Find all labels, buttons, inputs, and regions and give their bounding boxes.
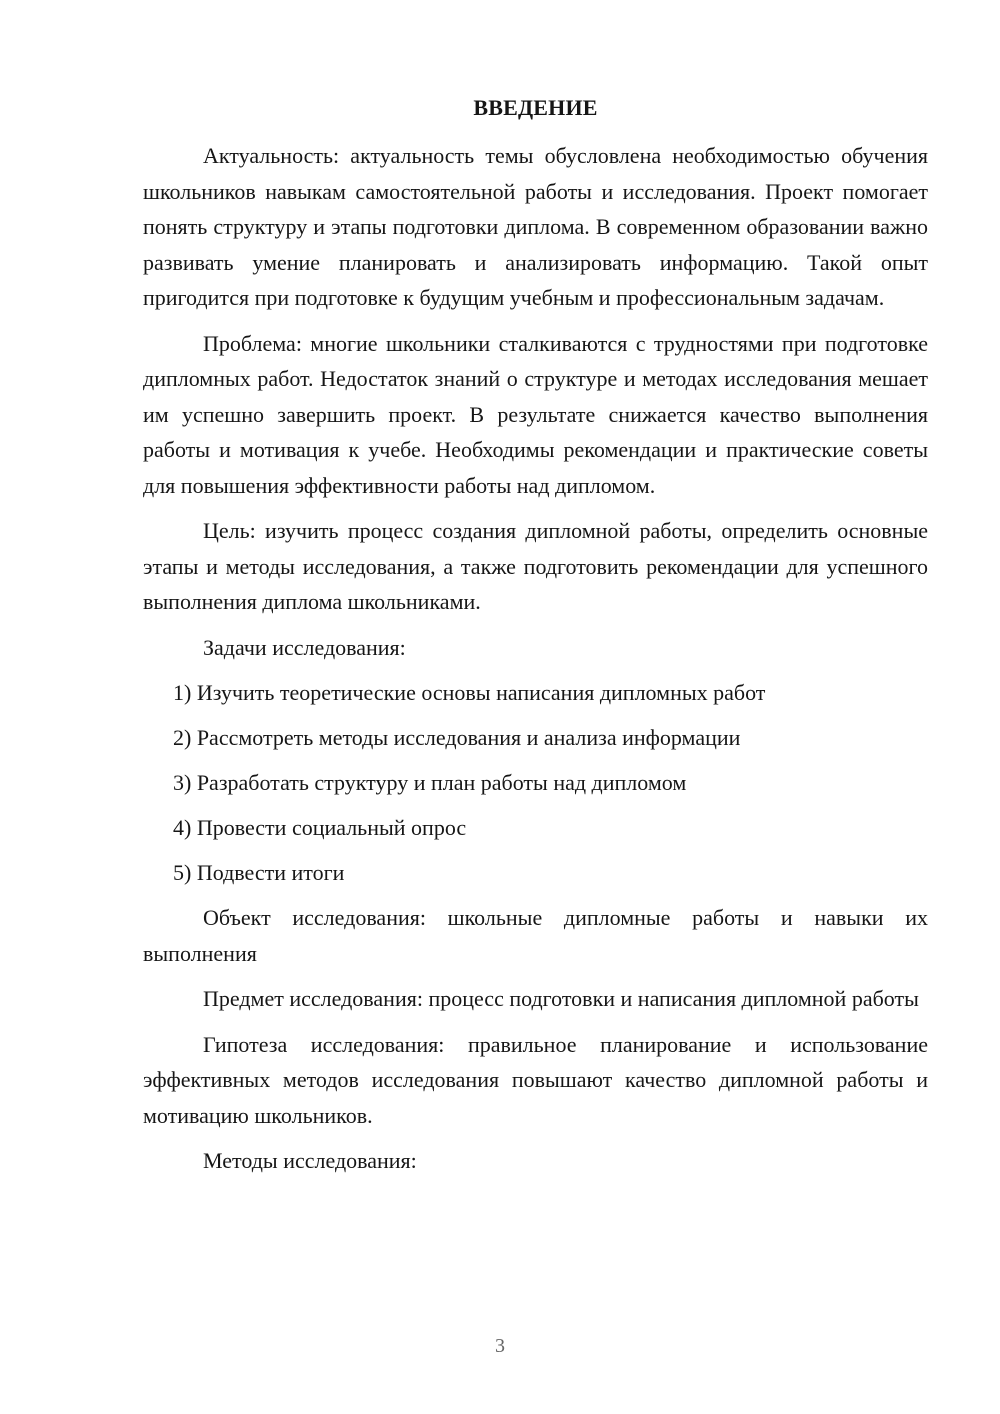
object-paragraph: Объект исследования: школьные дипломные работы и навыки их выполнения [143, 905, 928, 966]
relevance-paragraph: Актуальность: актуальность темы обусловлена необходимостью обучения школьников навыкам самостоятельной работы и исследования. Проект помогает понять структуру и этапы подготовки диплома. В современном образовании важно развивать умение планировать и анализировать информацию. Такой опыт пригодится при подготовке к будущим учебным и профессиональным задачам. [143, 143, 928, 310]
task-item: 1) Изучить теоретические основы написания дипломных работ [173, 680, 766, 705]
page-number: 3 [495, 1335, 505, 1357]
task-list [143, 675, 928, 891]
methods-title: Методы исследования: [203, 1148, 417, 1174]
task-item: 4) Провести социальный опрос [173, 815, 467, 841]
goal-paragraph: Цель: изучить процесс создания дипломной работы, определить основные этапы и методы исследования, а также подготовить рекомендации для успешного выполнения диплома школьниками. [143, 518, 928, 614]
task-item: 5) Подвести итоги [173, 860, 345, 886]
problem-paragraph: Проблема: многие школьники сталкиваются с трудностями при подготовке дипломных работ. Недостаток знаний о структуре и методах исследования мешает им успешно завершить проект. В результате снижается качество выполнения работы и мотивация к учебе. Необходимы рекомендации и практические советы для повышения эффективности работы над дипломом. [143, 330, 928, 498]
tasks-title: Задачи исследования: [203, 634, 406, 660]
task-item: 3) Разработать структуру и план работы над дипломом [173, 770, 687, 796]
hypothesis-paragraph: Гипотеза исследования: правильное планирование и использование эффективных методов исследования повышают качество дипломной работы и мотивацию школьников. [143, 1031, 928, 1128]
subject-paragraph: Предмет исследования: процесс подготовки и написания дипломной работы [203, 986, 919, 1012]
task-item: 2) Рассмотреть методы исследования и анализа информации [173, 725, 741, 751]
document-page [143, 92, 928, 1189]
section-heading: ВВЕДЕНИЕ [473, 95, 598, 120]
